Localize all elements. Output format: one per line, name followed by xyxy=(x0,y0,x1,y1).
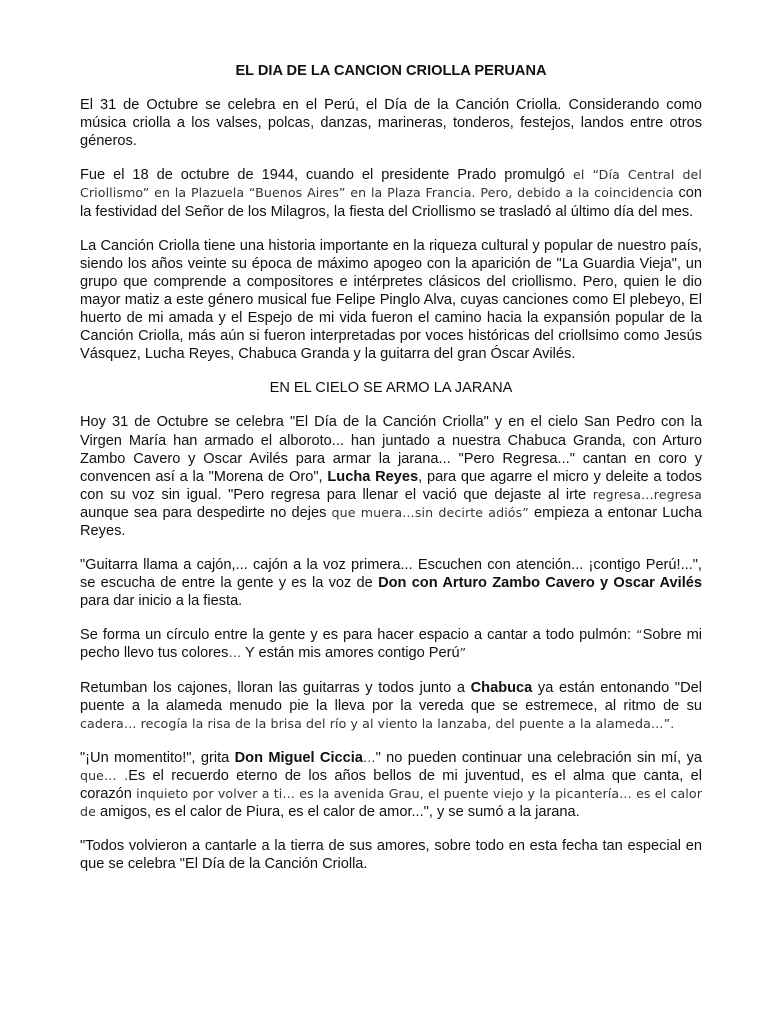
text: ya están entonando "Del puente a la alameda menudo pie la lleva por la vereda que se estremece, al ritmo de su xyxy=(80,679,702,714)
bold-name: Don con Arturo Zambo Cavero y Oscar Avilés xyxy=(378,575,702,592)
paragraph-history-text-a: Fue el 18 de octubre de 1944, cuando el presidente Prado promulgó xyxy=(80,167,573,184)
text: "Guitarra llama a cajón,... cajón a la voz primera... Escuchen con atención... ¡contigo Perú!...", se escucha de entre la gente y es la voz de xyxy=(80,557,702,592)
text: Se forma un círculo entre la gente y es para hacer espacio a cantar a todo pulmón: xyxy=(80,627,637,644)
paragraph-cielo xyxy=(80,413,702,540)
text: , para que agarre el micro y deleite a todos con su voz sin igual. "Pero regresa para llenar el vació que dejaste al irte xyxy=(80,468,702,503)
lyric-fragment: que muera…sin decirte adiós” xyxy=(331,504,529,520)
text: Retumban los cajones, lloran las guitarras y todos junto a xyxy=(80,679,471,696)
document-page xyxy=(80,62,702,889)
paragraph-cancion-criolla: La Canción Criolla tiene una historia importante en la riqueza cultural y popular de nuestro país, siendo los años veinte su época de máximo apogeo con la aparición de "La Guardia Vieja", un grupo que comprende a compositores e intérpretes clásicos del criollismo. Pero, quien le dio mayor matiz a este género musical fue Felipe Pinglo Alva, cuyas canciones como El plebeyo, El huerto de mi amada y el Espejo de mi vida fueron el camino hacia la expansión popular de la Canción Criolla, más aún si fueron interpretadas por voces históricas del criollsimo como Jesús Vásquez, Lucha Reyes, Chabuca Granda y la guitarra del gran Óscar Avilés. xyxy=(80,237,702,363)
text: Sobre mi pecho llevo tus colores xyxy=(80,627,702,662)
text: amigos, es el calor de Piura, es el calor de amor...", y se sumó a la jarana. xyxy=(95,804,580,821)
text: " no pueden continuar una celebración sin mí, ya xyxy=(375,749,703,766)
text: "¡Un momentito!", grita xyxy=(80,749,235,766)
section-subtitle: EN EL CIELO SE ARMO LA JARANA xyxy=(269,380,513,397)
paragraph-guitarra xyxy=(80,556,702,610)
lyric-fragment: regresa…regresa xyxy=(592,486,702,502)
paragraph-history-text-c: con la festividad del Señor de los Milagros, la fiesta del Criollismo se trasladó al último día del mes. xyxy=(80,185,702,220)
text: Es el recuerdo eterno de los años bellos de mi juventud, es el alma que canta, el corazón xyxy=(80,767,702,802)
lyric-fragment: inquieto por volver a ti… es la avenida Grau, el puente viejo y la picantería… es el calor de xyxy=(80,786,702,820)
paragraph-closing: "Todos volvieron a cantarle a la tierra de sus amores, sobre todo en esta fecha tan especial en que se celebra "El Día de la Canción Criolla. xyxy=(80,838,702,873)
paragraph-chabuca xyxy=(80,679,702,733)
quote-mark: “ xyxy=(636,627,643,643)
paragraph-circulo xyxy=(80,626,702,662)
lyric-fragment: que… . xyxy=(80,767,129,783)
text: Hoy 31 de Octubre se celebra "El Día de la Canción Criolla" y en el cielo San Pedro con la Virgen María han armado el alboroto... han juntado a nuestra Chabuca Granda, con Arturo Zambo Cavero y Oscar Avilés para armar la jarana... "Pero Regresa..." cantan en coro y convencen así a la "Morena de Oro", xyxy=(80,414,702,485)
ellipsis: … xyxy=(362,749,376,765)
paragraph-intro: El 31 de Octubre se celebra en el Perú, el Día de la Canción Criolla. Considerando como música criolla a los valses, polcas, danzas, marineras, tonderos, festejos, landos entre otros géneros. xyxy=(80,97,702,150)
bold-name: Lucha Reyes xyxy=(327,468,419,485)
text: Y están mis amores contigo Perú xyxy=(241,645,460,662)
bold-name: Don Miguel Ciccia xyxy=(234,749,363,766)
paragraph-history-text-b: el “Día Central del Criollismo” en la Plazuela “Buenos Aires” en la Plaza Francia. Pero, debido a la coincidencia xyxy=(80,167,702,201)
text: aunque sea para despedirte no dejes xyxy=(80,504,332,521)
document-title: EL DIA DE LA CANCION CRIOLLA PERUANA xyxy=(235,63,547,79)
ellipsis: … xyxy=(228,645,242,661)
paragraph-history xyxy=(80,166,702,220)
quote-mark: ” xyxy=(459,645,467,661)
paragraph-ciccia xyxy=(80,749,702,821)
text: para dar inicio a la fiesta. xyxy=(80,593,243,610)
text: empieza a entonar Lucha Reyes. xyxy=(80,504,702,539)
bold-name: Chabuca xyxy=(470,679,533,696)
lyric-fragment: cadera… recogía la risa de la brisa del río y al viento la lanzaba, del puente a la alameda…”. xyxy=(80,715,675,731)
